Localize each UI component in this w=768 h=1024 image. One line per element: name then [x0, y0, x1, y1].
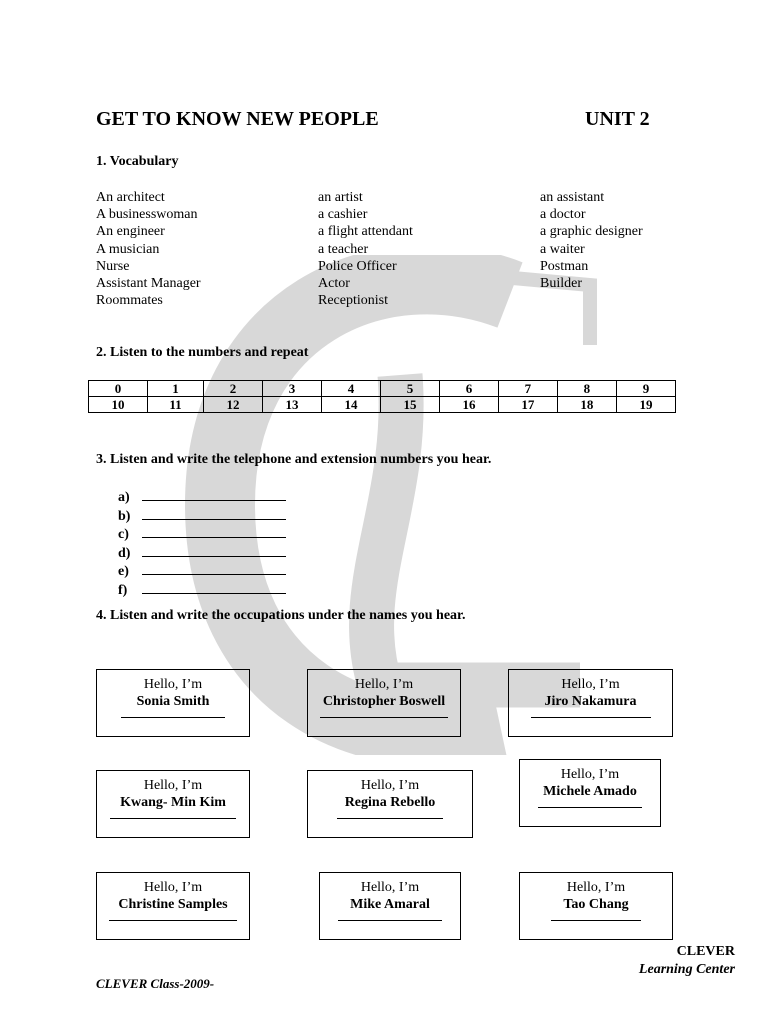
- number-cell: 12: [204, 397, 263, 413]
- number-cell: 1: [147, 381, 203, 397]
- vocab-word: a graphic designer: [540, 224, 643, 240]
- answer-row: [118, 544, 286, 563]
- person-name: Regina Rebello: [344, 795, 436, 810]
- answer-label: d): [118, 545, 131, 561]
- greeting-text: Hello, I’m: [143, 778, 203, 793]
- greeting-text: Hello, I’m: [561, 677, 620, 692]
- numbers-heading: 2. Listen to the numbers and repeat: [96, 345, 309, 360]
- vocab-word: Nurse: [96, 258, 130, 274]
- answer-blank[interactable]: [142, 525, 286, 538]
- vocab-word: An engineer: [96, 224, 165, 240]
- occupation-blank[interactable]: [551, 918, 641, 921]
- greeting-text: Hello, I’m: [143, 880, 203, 895]
- numbers-table: [88, 380, 676, 413]
- answer-label: b): [118, 508, 131, 524]
- vocab-word: Builder: [540, 276, 582, 292]
- answer-label: a): [118, 490, 130, 505]
- number-cell: 7: [498, 381, 557, 397]
- number-cell: 10: [89, 397, 148, 413]
- answer-row: [118, 525, 286, 544]
- number-cell: 0: [89, 381, 148, 397]
- answer-row: [118, 488, 286, 507]
- number-cell: 6: [439, 381, 498, 397]
- person-name: Tao Chang: [563, 897, 629, 912]
- number-cell: 8: [557, 381, 616, 397]
- person-name: Christine Samples: [118, 897, 228, 912]
- person-name: Sonia Smith: [136, 694, 210, 709]
- table-row: [89, 381, 676, 397]
- vocabulary-heading: 1. Vocabulary: [96, 154, 179, 169]
- name-card: [519, 872, 673, 940]
- person-name: Christopher Boswell: [322, 694, 446, 709]
- greeting-text: Hello, I’m: [560, 767, 620, 782]
- occupations-heading: 4. Listen and write the occupations under the names you hear.: [96, 608, 466, 623]
- number-cell: 9: [616, 381, 675, 397]
- vocab-word: Roommates: [96, 293, 163, 309]
- vocab-word: an assistant: [540, 190, 605, 205]
- footer-text: CLEVER Class-2009-: [96, 976, 215, 991]
- vocab-column-3: [540, 189, 643, 292]
- vocab-word: Police Officer: [318, 258, 397, 274]
- person-name: Mike Amaral: [350, 897, 430, 912]
- vocab-word: Postman: [540, 258, 589, 274]
- greeting-text: Hello, I’m: [360, 778, 420, 793]
- vocab-word: A businesswoman: [96, 207, 198, 223]
- vocab-word: Receptionist: [318, 293, 388, 309]
- unit-label: UNIT 2: [585, 108, 650, 130]
- answer-row: [118, 562, 286, 581]
- name-card: [96, 669, 250, 737]
- person-name: Kwang- Min Kim: [120, 795, 226, 810]
- number-cell: 19: [616, 397, 675, 413]
- answer-blank[interactable]: [142, 488, 286, 501]
- number-cell: 17: [498, 397, 557, 413]
- answer-label: f): [118, 582, 128, 598]
- vocab-word: a teacher: [318, 241, 369, 257]
- occupation-blank[interactable]: [338, 918, 442, 921]
- answer-row: [118, 581, 286, 600]
- worksheet-title: GET TO KNOW NEW PEOPLE: [96, 108, 379, 130]
- occupation-blank[interactable]: [538, 805, 642, 808]
- name-card: [96, 872, 250, 940]
- vocab-word: Actor: [318, 276, 350, 292]
- name-card: [519, 759, 661, 827]
- number-cell: 4: [321, 381, 380, 397]
- vocab-word: Assistant Manager: [96, 276, 201, 292]
- person-name: Jiro Nakamura: [544, 694, 637, 709]
- number-cell: 11: [147, 397, 203, 413]
- vocab-word: a flight attendant: [318, 224, 413, 240]
- answer-list: [118, 488, 286, 599]
- name-card: [96, 770, 250, 838]
- number-cell: 5: [380, 381, 439, 397]
- answer-blank[interactable]: [142, 507, 286, 520]
- greeting-text: Hello, I’m: [354, 677, 414, 692]
- greeting-text: Hello, I’m: [566, 880, 626, 895]
- answer-row: [118, 507, 286, 526]
- vocab-word: an artist: [318, 190, 363, 205]
- number-cell: 18: [557, 397, 616, 413]
- answer-label: e): [118, 564, 129, 579]
- vocab-word: a doctor: [540, 207, 586, 223]
- number-cell: 13: [263, 397, 322, 413]
- occupation-blank[interactable]: [337, 816, 443, 819]
- greeting-text: Hello, I’m: [143, 677, 203, 692]
- occupation-blank[interactable]: [531, 715, 651, 718]
- vocab-word: a waiter: [540, 241, 585, 257]
- name-card: [307, 669, 461, 737]
- name-card: [307, 770, 473, 838]
- answer-blank[interactable]: [142, 562, 286, 575]
- vocab-column-2: [318, 189, 413, 309]
- vocab-word: An architect: [96, 190, 165, 205]
- name-card: [319, 872, 461, 940]
- brand-subtitle: Learning Center: [638, 962, 735, 977]
- occupation-blank[interactable]: [109, 918, 237, 921]
- number-cell: 2: [204, 381, 263, 397]
- table-row: [89, 397, 676, 413]
- vocab-word: A musician: [96, 241, 160, 257]
- name-card: [508, 669, 673, 737]
- occupation-blank[interactable]: [121, 715, 225, 718]
- telephone-heading: 3. Listen and write the telephone and extension numbers you hear.: [96, 452, 492, 467]
- number-cell: 15: [380, 397, 439, 413]
- greeting-text: Hello, I’m: [360, 880, 420, 895]
- vocab-column-1: [96, 189, 201, 309]
- number-cell: 3: [263, 381, 322, 397]
- brand-name: CLEVER: [676, 944, 735, 959]
- occupation-blank[interactable]: [110, 816, 236, 819]
- answer-blank[interactable]: [142, 581, 286, 594]
- answer-blank[interactable]: [142, 544, 286, 557]
- number-cell: 16: [439, 397, 498, 413]
- person-name: Michele Amado: [543, 784, 637, 799]
- vocab-word: a cashier: [318, 207, 368, 223]
- occupation-blank[interactable]: [320, 715, 448, 718]
- number-cell: 14: [321, 397, 380, 413]
- answer-label: c): [118, 527, 129, 542]
